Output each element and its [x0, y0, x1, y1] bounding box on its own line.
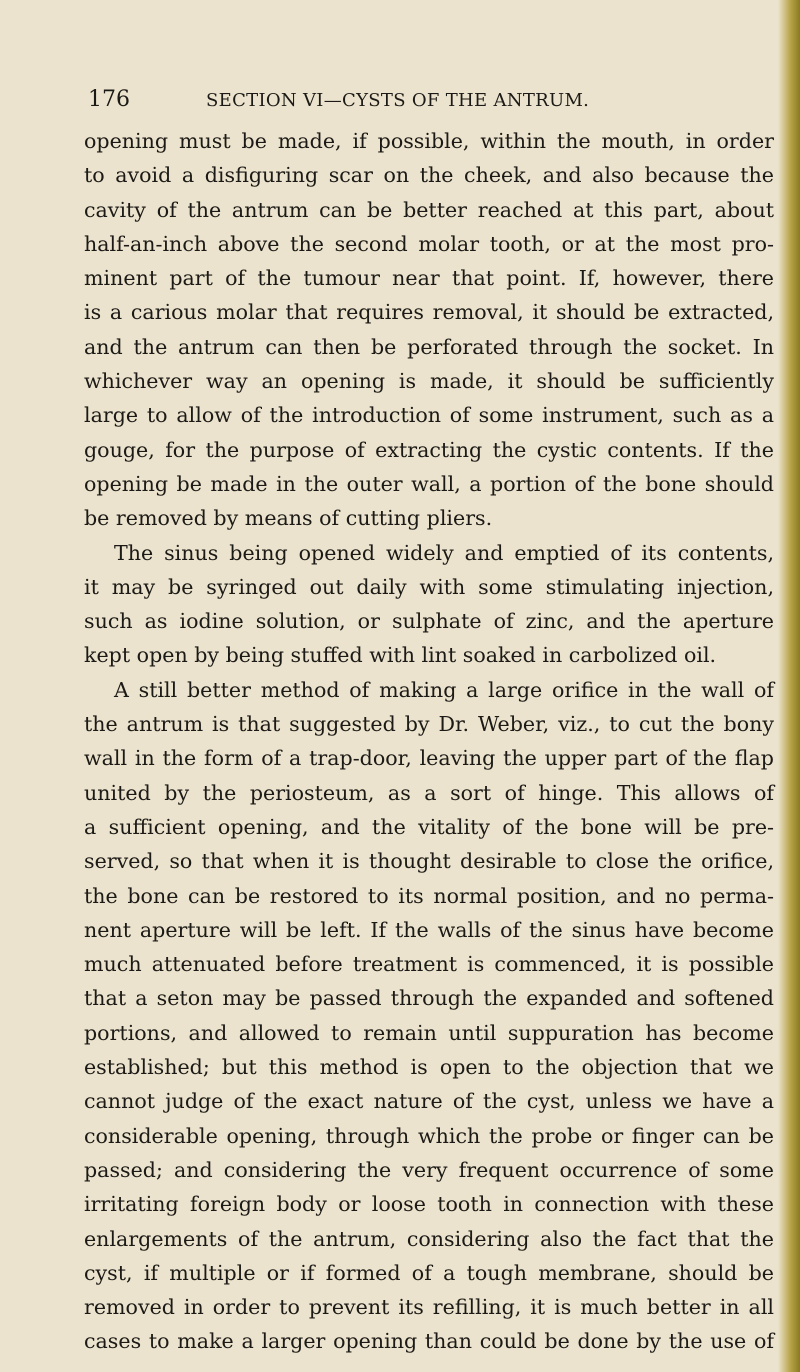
text-line: much attenuated before treatment is commenced, it is possible: [84, 952, 774, 977]
text-line: enlargements of the antrum, considering also the fact that the: [84, 1226, 774, 1251]
text-line: whichever way an opening is made, it should be sufficiently: [84, 369, 774, 394]
paragraph-start-line: A still better method of making a large orifice in the wall of: [114, 677, 774, 702]
text-line: large to allow of the introduction of some instrument, such as a: [84, 403, 774, 428]
text-line: wall in the form of a trap-door, leaving the upper part of the flap: [84, 746, 774, 771]
text-line: served, so that when it is thought desirable to close the orifice,: [84, 849, 774, 874]
text-line: and the antrum can then be perforated through the socket. In: [84, 334, 774, 359]
text-line: opening must be made, if possible, within the mouth, in order: [84, 129, 774, 153]
text-line: to avoid a disfiguring scar on the cheek, and also because the: [84, 163, 774, 188]
text-line: half-an-inch above the second molar tooth, or at the most pro-: [84, 231, 774, 256]
body-text: [84, 124, 774, 1359]
text-line: portions, and allowed to remain until suppuration has become: [84, 1020, 774, 1045]
text-line: such as iodine solution, or sulphate of zinc, and the aperture: [84, 609, 774, 634]
text-line: be removed by means of cutting pliers.: [84, 506, 493, 531]
text-line: the antrum is that suggested by Dr. Weber, viz., to cut the bony: [84, 712, 774, 737]
text-line: minent part of the tumour near that point. If, however, there: [84, 266, 774, 291]
text-line: united by the periosteum, as a sort of hinge. This allows of: [84, 780, 774, 805]
paragraph-start-line: The sinus being opened widely and emptied of its contents,: [114, 540, 774, 565]
running-header: [88, 88, 728, 112]
text-line: gouge, for the purpose of extracting the cystic contents. If the: [84, 437, 774, 462]
text-line: opening be made in the outer wall, a portion of the bone should: [84, 471, 774, 496]
text-line: considerable opening, through which the probe or finger can be: [84, 1123, 774, 1148]
text-line: removed in order to prevent its refilling, it is much better in all: [84, 1295, 774, 1320]
text-line: established; but this method is open to the objection that we: [84, 1055, 774, 1080]
text-line: a sufficient opening, and the vitality of the bone will be pre-: [84, 814, 774, 839]
text-line: passed; and considering the very frequent occurrence of some: [84, 1157, 774, 1182]
text-line: it may be syringed out daily with some stimulating injection,: [84, 574, 774, 599]
text-line: kept open by being stuffed with lint soaked in carbolized oil.: [84, 643, 717, 668]
page-edge-shadow: [778, 0, 800, 1372]
text-line: cannot judge of the exact nature of the cyst, unless we have a: [84, 1089, 774, 1114]
page-number: 176: [88, 87, 130, 112]
text-line: cyst, if multiple or if formed of a tough membrane, should be: [84, 1260, 774, 1285]
text-line: cavity of the antrum can be better reached at this part, about: [84, 197, 774, 222]
text-line: nent aperture will be left. If the walls of the sinus have become: [84, 917, 774, 942]
text-line: that a seton may be passed through the expanded and softened: [84, 986, 774, 1011]
running-title: SECTION VI—CYSTS OF THE ANTRUM.: [206, 90, 590, 111]
text-line: irritating foreign body or loose tooth in connection with these: [84, 1192, 774, 1217]
text-line: cases to make a larger opening than could be done by the use of: [84, 1329, 774, 1354]
text-line: is a carious molar that requires removal, it should be extracted,: [84, 300, 774, 325]
text-line: the bone can be restored to its normal position, and no perma-: [84, 883, 774, 908]
